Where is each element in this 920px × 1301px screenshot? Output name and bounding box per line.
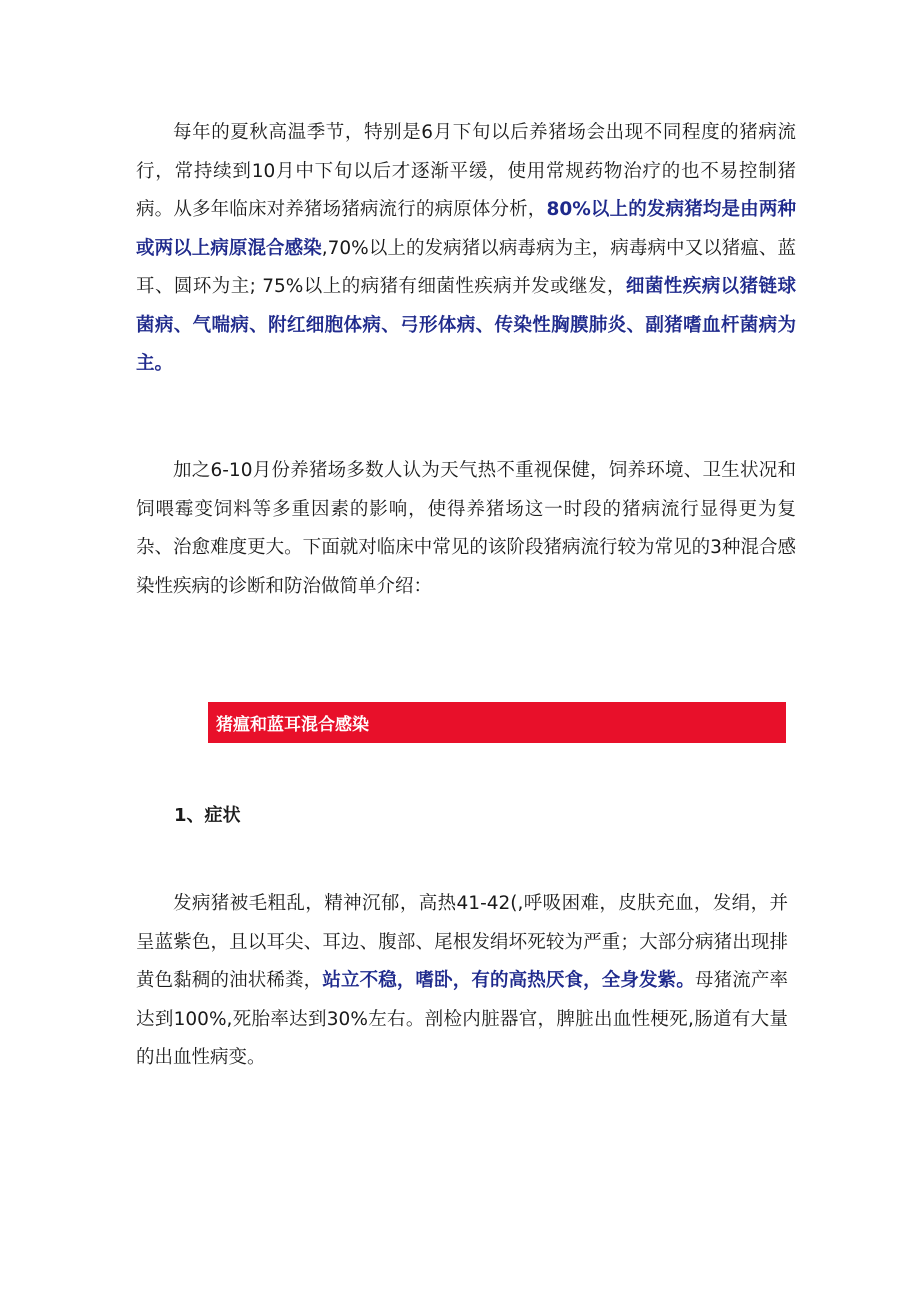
intro-paragraph-2 xyxy=(136,452,796,606)
section-title: 猪瘟和蓝耳混合感染 xyxy=(216,715,369,735)
symptoms-highlight: 站立不稳，嗜卧，有的高热厌食，全身发紫。 xyxy=(322,970,695,991)
intro-p1-highlight-2: 细菌性疾病以猪链球菌病、气喘病、附红细胞体病、弓形体病、传染性胸膜肺炎、副猪嗜血杆菌病为主。 xyxy=(136,276,796,374)
section-banner xyxy=(208,702,786,743)
symptoms-paragraph xyxy=(136,885,788,1078)
symptoms-text-a: 发病猪被毛粗乱，精神沉郁，高热41-42(,呼吸困难，皮肤充血，发绢，并呈蓝紫色，且以耳尖、耳边、腹部、尾根发绢坏死较为严重；大部分病猪出现排黄色黏稠的油状稀粪， xyxy=(136,893,788,991)
symptoms-heading: 1、症状 xyxy=(174,805,241,826)
intro-p2-text: 加之6-10月份养猪场多数人认为天气热不重视保健，饲养环境、卫生状况和饲喂霉变饲料等多重因素的影响，使得养猪场这一时段的猪病流行显得更为复杂、治愈难度更大。下面就对临床中常见的该阶段猪病流行较为常见的3种混合感染性疾病的诊断和防治做简单介绍： xyxy=(136,460,796,597)
intro-paragraph-1 xyxy=(136,114,796,384)
intro-p1-highlight-1: 80%以上的发病猪均是由两种或两以上病原混合感染 xyxy=(136,199,796,259)
intro-p1-text-b: ,70%以上的发病猪以病毒病为主，病毒病中又以猪瘟、蓝耳、圆环为主; 75%以上的病猪有细菌性疾病并发或继发， xyxy=(136,237,796,297)
symptoms-text-b: 母猪流产率达到100%,死胎率达到30%左右。剖检内脏器官，脾脏出血性梗死,肠道有大量的出血性病变。 xyxy=(136,970,788,1068)
intro-p1-text-a: 每年的夏秋高温季节，特别是6月下旬以后养猪场会出现不同程度的猪病流行，常持续到10月中下旬以后才逐渐平缓，使用常规药物治疗的也不易控制猪病。从多年临床对养猪场猪病流行的病原体分析， xyxy=(136,122,796,220)
